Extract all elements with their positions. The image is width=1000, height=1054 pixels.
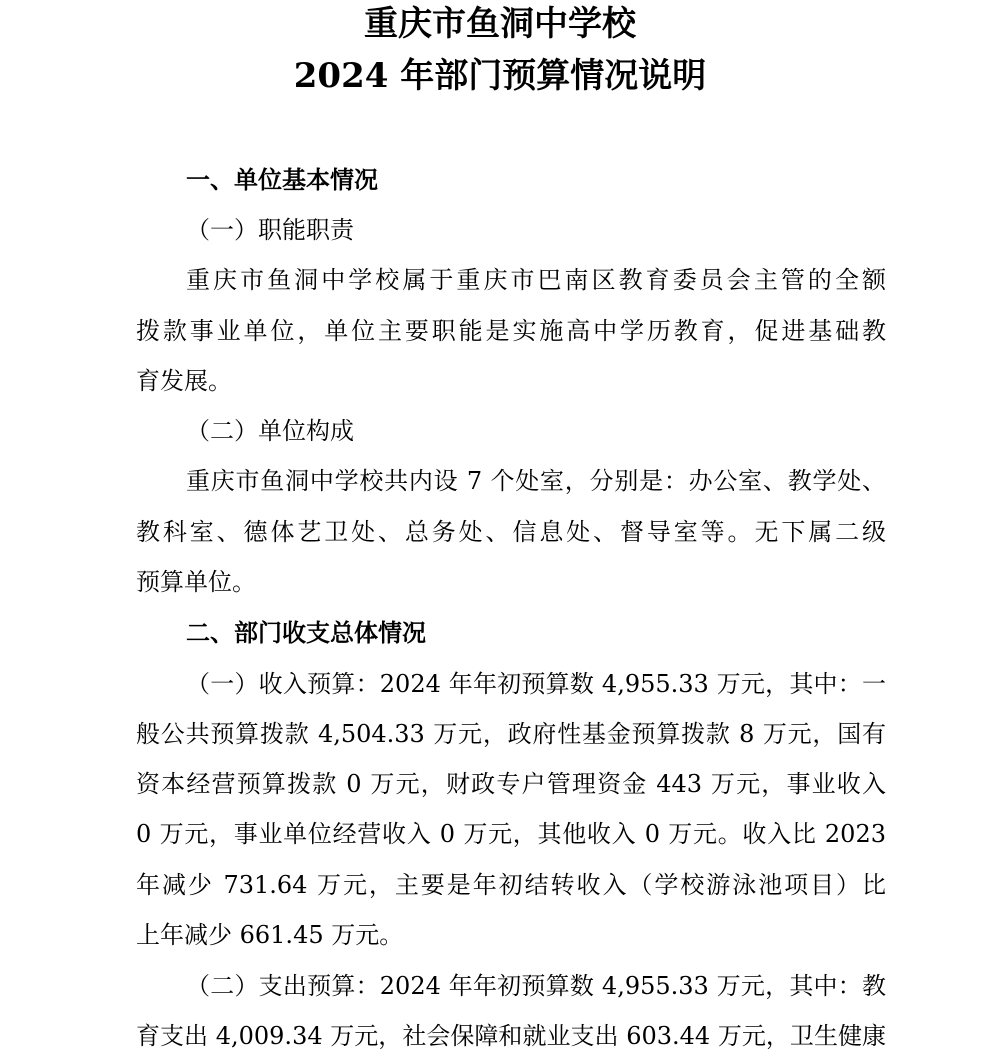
paragraph-line: 重庆市鱼洞中学校共内设 7 个处室，分别是：办公室、教学处、 — [186, 467, 886, 495]
paragraph-line: （一）收入预算：2024 年年初预算数 4,955.33 万元，其中：一 — [186, 670, 886, 698]
paragraph-line: 般公共预算拨款 4,504.33 万元，政府性基金预算拨款 8 万元，国有 — [136, 720, 886, 748]
paragraph-line: （二）支出预算：2024 年年初预算数 4,955.33 万元，其中：教 — [186, 972, 886, 1000]
section1-sub2-heading: （二）单位构成 — [186, 417, 354, 445]
section1-heading: 一、单位基本情况 — [186, 166, 378, 194]
paragraph-line: 教科室、德体艺卫处、总务处、信息处、督导室等。无下属二级 — [136, 518, 886, 546]
paragraph-line: 年减少 731.64 万元，主要是年初结转收入（学校游泳池项目）比 — [136, 871, 886, 899]
paragraph-line: 育支出 4,009.34 万元，社会保障和就业支出 603.44 万元，卫生健康 — [136, 1022, 886, 1050]
document-title-line1: 重庆市鱼洞中学校 — [364, 4, 636, 44]
paragraph-line: 拨款事业单位，单位主要职能是实施高中学历教育，促进基础教 — [136, 317, 886, 345]
document-title-line2: 2024 年部门预算情况说明 — [293, 56, 707, 96]
paragraph-line: 重庆市鱼洞中学校属于重庆市巴南区教育委员会主管的全额 — [186, 266, 886, 294]
paragraph-line: 0 万元，事业单位经营收入 0 万元，其他收入 0 万元。收入比 2023 — [136, 820, 886, 848]
paragraph-line: 预算单位。 — [136, 568, 256, 596]
paragraph-line: 资本经营预算拨款 0 万元，财政专户管理资金 443 万元，事业收入 — [136, 770, 886, 798]
section1-sub1-heading: （一）职能职责 — [186, 216, 354, 244]
paragraph-line: 育发展。 — [136, 367, 232, 395]
section2-heading: 二、部门收支总体情况 — [186, 619, 426, 647]
paragraph-line: 上年减少 661.45 万元。 — [136, 921, 404, 949]
